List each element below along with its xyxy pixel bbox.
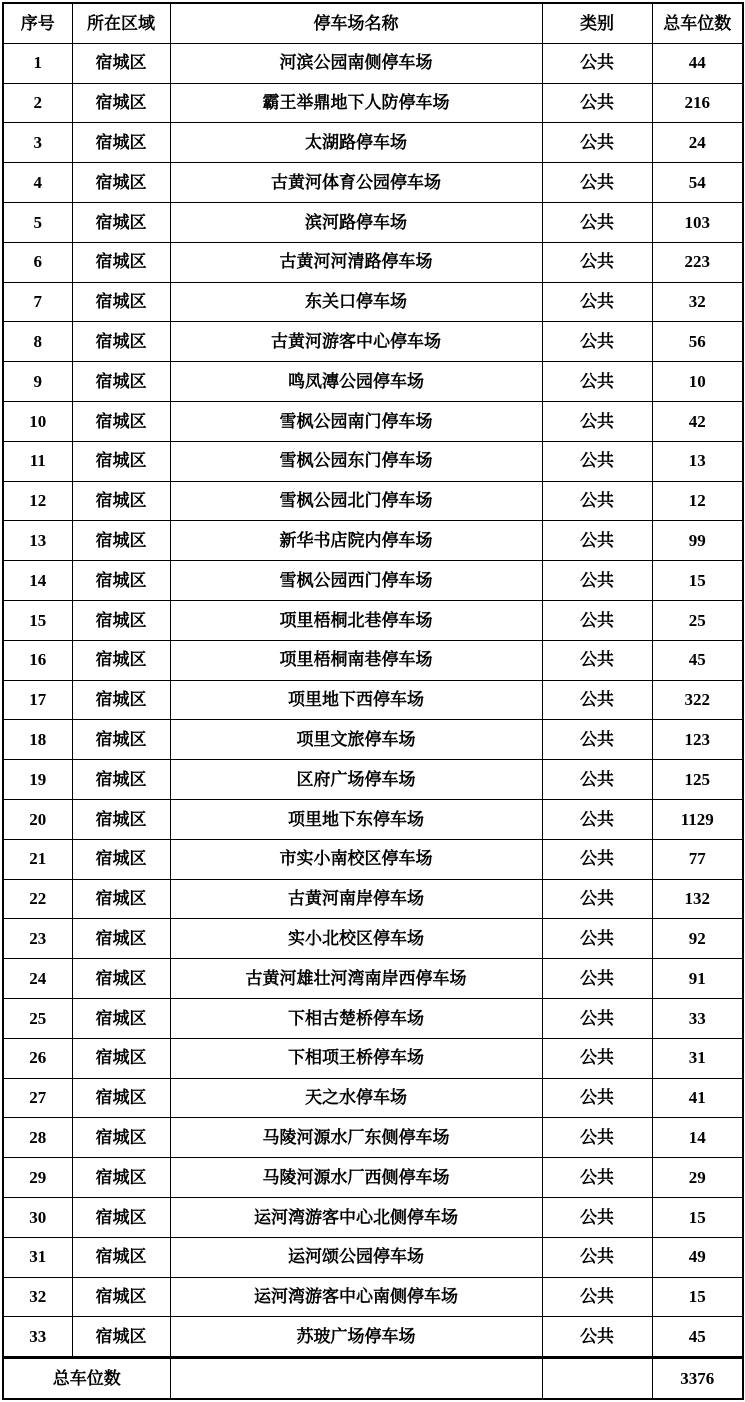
cell-index: 10	[3, 401, 72, 441]
cell-district: 宿城区	[72, 521, 170, 561]
cell-capacity: 1129	[652, 799, 743, 839]
cell-capacity: 24	[652, 123, 743, 163]
table-row	[3, 600, 743, 640]
cell-name: 霸王举鼎地下人防停车场	[170, 83, 542, 123]
table-row	[3, 1197, 743, 1237]
table-row	[3, 163, 743, 203]
cell-capacity: 41	[652, 1078, 743, 1118]
cell-name: 古黄河南岸停车场	[170, 879, 542, 919]
cell-name: 运河湾游客中心北侧停车场	[170, 1197, 542, 1237]
table-row	[3, 1118, 743, 1158]
cell-name: 项里文旅停车场	[170, 720, 542, 760]
cell-capacity: 32	[652, 282, 743, 322]
cell-index: 25	[3, 998, 72, 1038]
cell-capacity: 77	[652, 839, 743, 879]
cell-district: 宿城区	[72, 282, 170, 322]
cell-category: 公共	[542, 123, 652, 163]
cell-capacity: 125	[652, 760, 743, 800]
cell-capacity: 44	[652, 43, 743, 83]
table-row	[3, 680, 743, 720]
cell-name: 古黄河体育公园停车场	[170, 163, 542, 203]
cell-name: 项里地下西停车场	[170, 680, 542, 720]
cell-index: 28	[3, 1118, 72, 1158]
cell-index: 22	[3, 879, 72, 919]
table-row	[3, 1317, 743, 1358]
cell-capacity: 123	[652, 720, 743, 760]
cell-category: 公共	[542, 163, 652, 203]
table-row	[3, 242, 743, 282]
cell-name: 太湖路停车场	[170, 123, 542, 163]
table-row	[3, 202, 743, 242]
table-row	[3, 1038, 743, 1078]
cell-index: 33	[3, 1317, 72, 1358]
table-row	[3, 362, 743, 402]
cell-category: 公共	[542, 322, 652, 362]
cell-index: 9	[3, 362, 72, 402]
cell-capacity: 54	[652, 163, 743, 203]
cell-category: 公共	[542, 83, 652, 123]
cell-district: 宿城区	[72, 1237, 170, 1277]
cell-capacity: 92	[652, 919, 743, 959]
cell-capacity: 56	[652, 322, 743, 362]
cell-capacity: 322	[652, 680, 743, 720]
table-row	[3, 879, 743, 919]
cell-category: 公共	[542, 1038, 652, 1078]
cell-capacity: 103	[652, 202, 743, 242]
cell-district: 宿城区	[72, 720, 170, 760]
cell-index: 32	[3, 1277, 72, 1317]
table-row	[3, 43, 743, 83]
cell-capacity: 132	[652, 879, 743, 919]
parking-table	[2, 2, 744, 1400]
cell-name: 雪枫公园南门停车场	[170, 401, 542, 441]
footer-empty-category-cell	[542, 1358, 652, 1399]
cell-district: 宿城区	[72, 799, 170, 839]
cell-index: 7	[3, 282, 72, 322]
cell-capacity: 99	[652, 521, 743, 561]
cell-category: 公共	[542, 1277, 652, 1317]
cell-district: 宿城区	[72, 123, 170, 163]
cell-capacity: 14	[652, 1118, 743, 1158]
table-row	[3, 1078, 743, 1118]
cell-index: 1	[3, 43, 72, 83]
cell-capacity: 15	[652, 1197, 743, 1237]
cell-capacity: 15	[652, 561, 743, 601]
table-row	[3, 720, 743, 760]
cell-category: 公共	[542, 680, 652, 720]
cell-category: 公共	[542, 282, 652, 322]
cell-district: 宿城区	[72, 43, 170, 83]
cell-index: 6	[3, 242, 72, 282]
table-row	[3, 1237, 743, 1277]
cell-name: 新华书店院内停车场	[170, 521, 542, 561]
cell-district: 宿城区	[72, 441, 170, 481]
cell-name: 雪枫公园北门停车场	[170, 481, 542, 521]
cell-name: 鸣凤漙公园停车场	[170, 362, 542, 402]
cell-category: 公共	[542, 521, 652, 561]
cell-district: 宿城区	[72, 1197, 170, 1237]
cell-district: 宿城区	[72, 1158, 170, 1198]
cell-capacity: 49	[652, 1237, 743, 1277]
cell-capacity: 15	[652, 1277, 743, 1317]
cell-category: 公共	[542, 799, 652, 839]
cell-capacity: 45	[652, 640, 743, 680]
cell-name: 天之水停车场	[170, 1078, 542, 1118]
cell-index: 12	[3, 481, 72, 521]
cell-name: 古黄河游客中心停车场	[170, 322, 542, 362]
cell-index: 3	[3, 123, 72, 163]
cell-category: 公共	[542, 879, 652, 919]
table-row	[3, 919, 743, 959]
cell-category: 公共	[542, 1158, 652, 1198]
cell-category: 公共	[542, 202, 652, 242]
cell-district: 宿城区	[72, 919, 170, 959]
cell-index: 24	[3, 959, 72, 999]
cell-district: 宿城区	[72, 1038, 170, 1078]
cell-index: 14	[3, 561, 72, 601]
cell-district: 宿城区	[72, 163, 170, 203]
table-row	[3, 441, 743, 481]
cell-district: 宿城区	[72, 561, 170, 601]
cell-name: 运河湾游客中心南侧停车场	[170, 1277, 542, 1317]
cell-index: 31	[3, 1237, 72, 1277]
cell-category: 公共	[542, 600, 652, 640]
cell-capacity: 31	[652, 1038, 743, 1078]
cell-index: 29	[3, 1158, 72, 1198]
cell-category: 公共	[542, 401, 652, 441]
cell-district: 宿城区	[72, 600, 170, 640]
cell-name: 区府广场停车场	[170, 760, 542, 800]
cell-district: 宿城区	[72, 1277, 170, 1317]
cell-capacity: 91	[652, 959, 743, 999]
cell-capacity: 33	[652, 998, 743, 1038]
cell-district: 宿城区	[72, 481, 170, 521]
cell-district: 宿城区	[72, 1078, 170, 1118]
cell-name: 苏玻广场停车场	[170, 1317, 542, 1358]
col-header-capacity: 总车位数	[652, 3, 743, 43]
cell-category: 公共	[542, 441, 652, 481]
table-row	[3, 959, 743, 999]
cell-index: 5	[3, 202, 72, 242]
cell-name: 古黄河雄壮河湾南岸西停车场	[170, 959, 542, 999]
cell-district: 宿城区	[72, 202, 170, 242]
table-row	[3, 839, 743, 879]
cell-category: 公共	[542, 1317, 652, 1358]
cell-category: 公共	[542, 43, 652, 83]
table-row	[3, 640, 743, 680]
cell-category: 公共	[542, 1237, 652, 1277]
cell-capacity: 42	[652, 401, 743, 441]
cell-category: 公共	[542, 1078, 652, 1118]
cell-name: 项里梧桐北巷停车场	[170, 600, 542, 640]
cell-category: 公共	[542, 362, 652, 402]
cell-category: 公共	[542, 242, 652, 282]
cell-capacity: 216	[652, 83, 743, 123]
cell-index: 17	[3, 680, 72, 720]
cell-index: 8	[3, 322, 72, 362]
cell-index: 4	[3, 163, 72, 203]
cell-district: 宿城区	[72, 680, 170, 720]
cell-category: 公共	[542, 1197, 652, 1237]
table-row	[3, 401, 743, 441]
cell-capacity: 12	[652, 481, 743, 521]
cell-district: 宿城区	[72, 1118, 170, 1158]
col-header-name: 停车场名称	[170, 3, 542, 43]
table-row	[3, 322, 743, 362]
cell-index: 15	[3, 600, 72, 640]
cell-name: 东关口停车场	[170, 282, 542, 322]
cell-name: 马陵河源水厂西侧停车场	[170, 1158, 542, 1198]
table-row	[3, 481, 743, 521]
cell-name: 项里梧桐南巷停车场	[170, 640, 542, 680]
cell-district: 宿城区	[72, 879, 170, 919]
cell-category: 公共	[542, 481, 652, 521]
cell-category: 公共	[542, 919, 652, 959]
cell-district: 宿城区	[72, 959, 170, 999]
cell-category: 公共	[542, 959, 652, 999]
cell-name: 下相古楚桥停车场	[170, 998, 542, 1038]
cell-name: 运河颂公园停车场	[170, 1237, 542, 1277]
cell-name: 下相项王桥停车场	[170, 1038, 542, 1078]
cell-index: 16	[3, 640, 72, 680]
cell-district: 宿城区	[72, 839, 170, 879]
cell-index: 18	[3, 720, 72, 760]
cell-district: 宿城区	[72, 998, 170, 1038]
table-row	[3, 521, 743, 561]
cell-name: 实小北校区停车场	[170, 919, 542, 959]
cell-capacity: 13	[652, 441, 743, 481]
cell-name: 雪枫公园东门停车场	[170, 441, 542, 481]
cell-index: 11	[3, 441, 72, 481]
cell-district: 宿城区	[72, 83, 170, 123]
table-row	[3, 561, 743, 601]
cell-name: 雪枫公园西门停车场	[170, 561, 542, 601]
cell-index: 13	[3, 521, 72, 561]
table-row	[3, 123, 743, 163]
cell-district: 宿城区	[72, 760, 170, 800]
cell-district: 宿城区	[72, 242, 170, 282]
cell-name: 马陵河源水厂东侧停车场	[170, 1118, 542, 1158]
cell-index: 27	[3, 1078, 72, 1118]
cell-index: 30	[3, 1197, 72, 1237]
cell-category: 公共	[542, 640, 652, 680]
cell-name: 古黄河河清路停车场	[170, 242, 542, 282]
cell-district: 宿城区	[72, 362, 170, 402]
cell-name: 项里地下东停车场	[170, 799, 542, 839]
cell-district: 宿城区	[72, 322, 170, 362]
cell-category: 公共	[542, 561, 652, 601]
cell-category: 公共	[542, 998, 652, 1038]
cell-district: 宿城区	[72, 401, 170, 441]
col-header-category: 类别	[542, 3, 652, 43]
cell-category: 公共	[542, 720, 652, 760]
cell-capacity: 45	[652, 1317, 743, 1358]
cell-name: 河滨公园南侧停车场	[170, 43, 542, 83]
cell-name: 市实小南校区停车场	[170, 839, 542, 879]
table-row	[3, 83, 743, 123]
cell-index: 20	[3, 799, 72, 839]
cell-district: 宿城区	[72, 1317, 170, 1358]
table-row	[3, 1158, 743, 1198]
table-row	[3, 998, 743, 1038]
cell-index: 19	[3, 760, 72, 800]
table-row	[3, 760, 743, 800]
cell-category: 公共	[542, 1118, 652, 1158]
cell-capacity: 223	[652, 242, 743, 282]
footer-total: 3376	[652, 1358, 743, 1399]
table-row	[3, 799, 743, 839]
table-row	[3, 282, 743, 322]
cell-district: 宿城区	[72, 640, 170, 680]
header-row	[3, 3, 743, 43]
footer-label: 总车位数	[3, 1358, 170, 1399]
cell-index: 21	[3, 839, 72, 879]
footer-row	[3, 1358, 743, 1399]
cell-index: 23	[3, 919, 72, 959]
cell-index: 2	[3, 83, 72, 123]
cell-capacity: 29	[652, 1158, 743, 1198]
cell-name: 滨河路停车场	[170, 202, 542, 242]
col-header-index: 序号	[3, 3, 72, 43]
cell-category: 公共	[542, 839, 652, 879]
cell-capacity: 25	[652, 600, 743, 640]
cell-index: 26	[3, 1038, 72, 1078]
col-header-district: 所在区域	[72, 3, 170, 43]
cell-capacity: 10	[652, 362, 743, 402]
cell-category: 公共	[542, 760, 652, 800]
footer-empty-name-cell	[170, 1358, 542, 1399]
table-row	[3, 1277, 743, 1317]
